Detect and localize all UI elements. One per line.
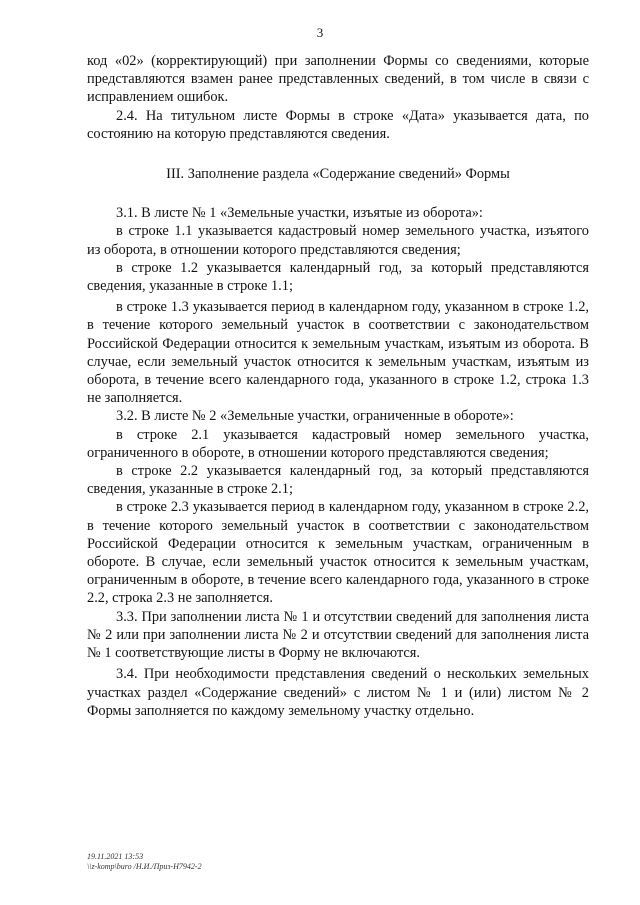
page-number: 3 xyxy=(316,25,324,40)
paragraph-3-2: 3.2. В листе № 2 «Земельные участки, ограниченные в обороте»: xyxy=(116,408,514,425)
paragraph-2-4: 2.4. На титульном листе Формы в строке «Дата» указывается дата, по состоянию на которую представляются сведения. xyxy=(87,107,589,142)
paragraph-line-2-2: в строке 2.2 указывается календарный год, за который представляются сведения, указанные в строке 2.1; xyxy=(87,463,589,498)
footer-timestamp: 19.11.2021 13:53 xyxy=(87,852,144,861)
paragraph-line-1-3: в строке 1.3 указывается период в календарном году, указанном в строке 1.2, в течение которого земельный участок в соответствии с законодательством Российской Федерации относится к земельным участкам, изъятым из оборота. В случае, если земельный участок относится к земельным участкам, изъятым из оборота, в течение всего календарного года, указанного в строке 1.2, строка 1.3 не заполняется. xyxy=(87,299,589,407)
paragraph-line-2-3: в строке 2.3 указывается период в календарном году, указанном в строке 2.2, в течение которого земельный участок в соответствии с законодательством Российской Федерации относится к земельным участкам, ограниченным в обороте. В случае, если земельный участок относится к земельным участкам, ограниченным в обороте, в течение всего календарного года, указанного в строке 2.2, строка 2.3 не заполняется. xyxy=(87,499,589,607)
paragraph-line-1-1: в строке 1.1 указывается кадастровый номер земельного участка, изъятого из оборота, в отношении которого представляются сведения; xyxy=(87,223,589,258)
paragraph-line-1-2: в строке 1.2 указывается календарный год, за который представляются сведения, указанные в строке 1.1; xyxy=(87,259,589,295)
footer-stamp xyxy=(87,852,202,872)
paragraph-line-2-1: в строке 2.1 указывается кадастровый номер земельного участка, ограниченного в обороте, в отношении которого представляются сведения; xyxy=(87,426,589,461)
paragraph-3-1: 3.1. В листе № 1 «Земельные участки, изъятые из оборота»: xyxy=(116,205,483,222)
paragraph-3-3: 3.3. При заполнении листа № 1 и отсутствии сведений для заполнения листа № 2 или при заполнении листа № 2 и отсутствии сведений для заполнения листа № 1 соответствующие листы в Форму не включаются. xyxy=(87,608,589,662)
document-body xyxy=(87,52,589,720)
paragraph-continuation: код «02» (корректирующий) при заполнении Формы со сведениями, которые представляются взамен ранее представленных сведений, в том числе в связи с исправлением ошибок. xyxy=(87,53,589,106)
paragraph-3-4: 3.4. При необходимости представления сведений о нескольких земельных участках раздел «Содержание сведений» с листом № 1 и (или) листом № 2 Формы заполняется по каждому земельному участку отдельно. xyxy=(87,666,589,719)
section-heading: III. Заполнение раздела «Содержание сведений» Формы xyxy=(166,166,510,183)
footer-file-path: \\z-komp\buro /Н.И./Приз-Н7942-2 xyxy=(87,862,202,871)
